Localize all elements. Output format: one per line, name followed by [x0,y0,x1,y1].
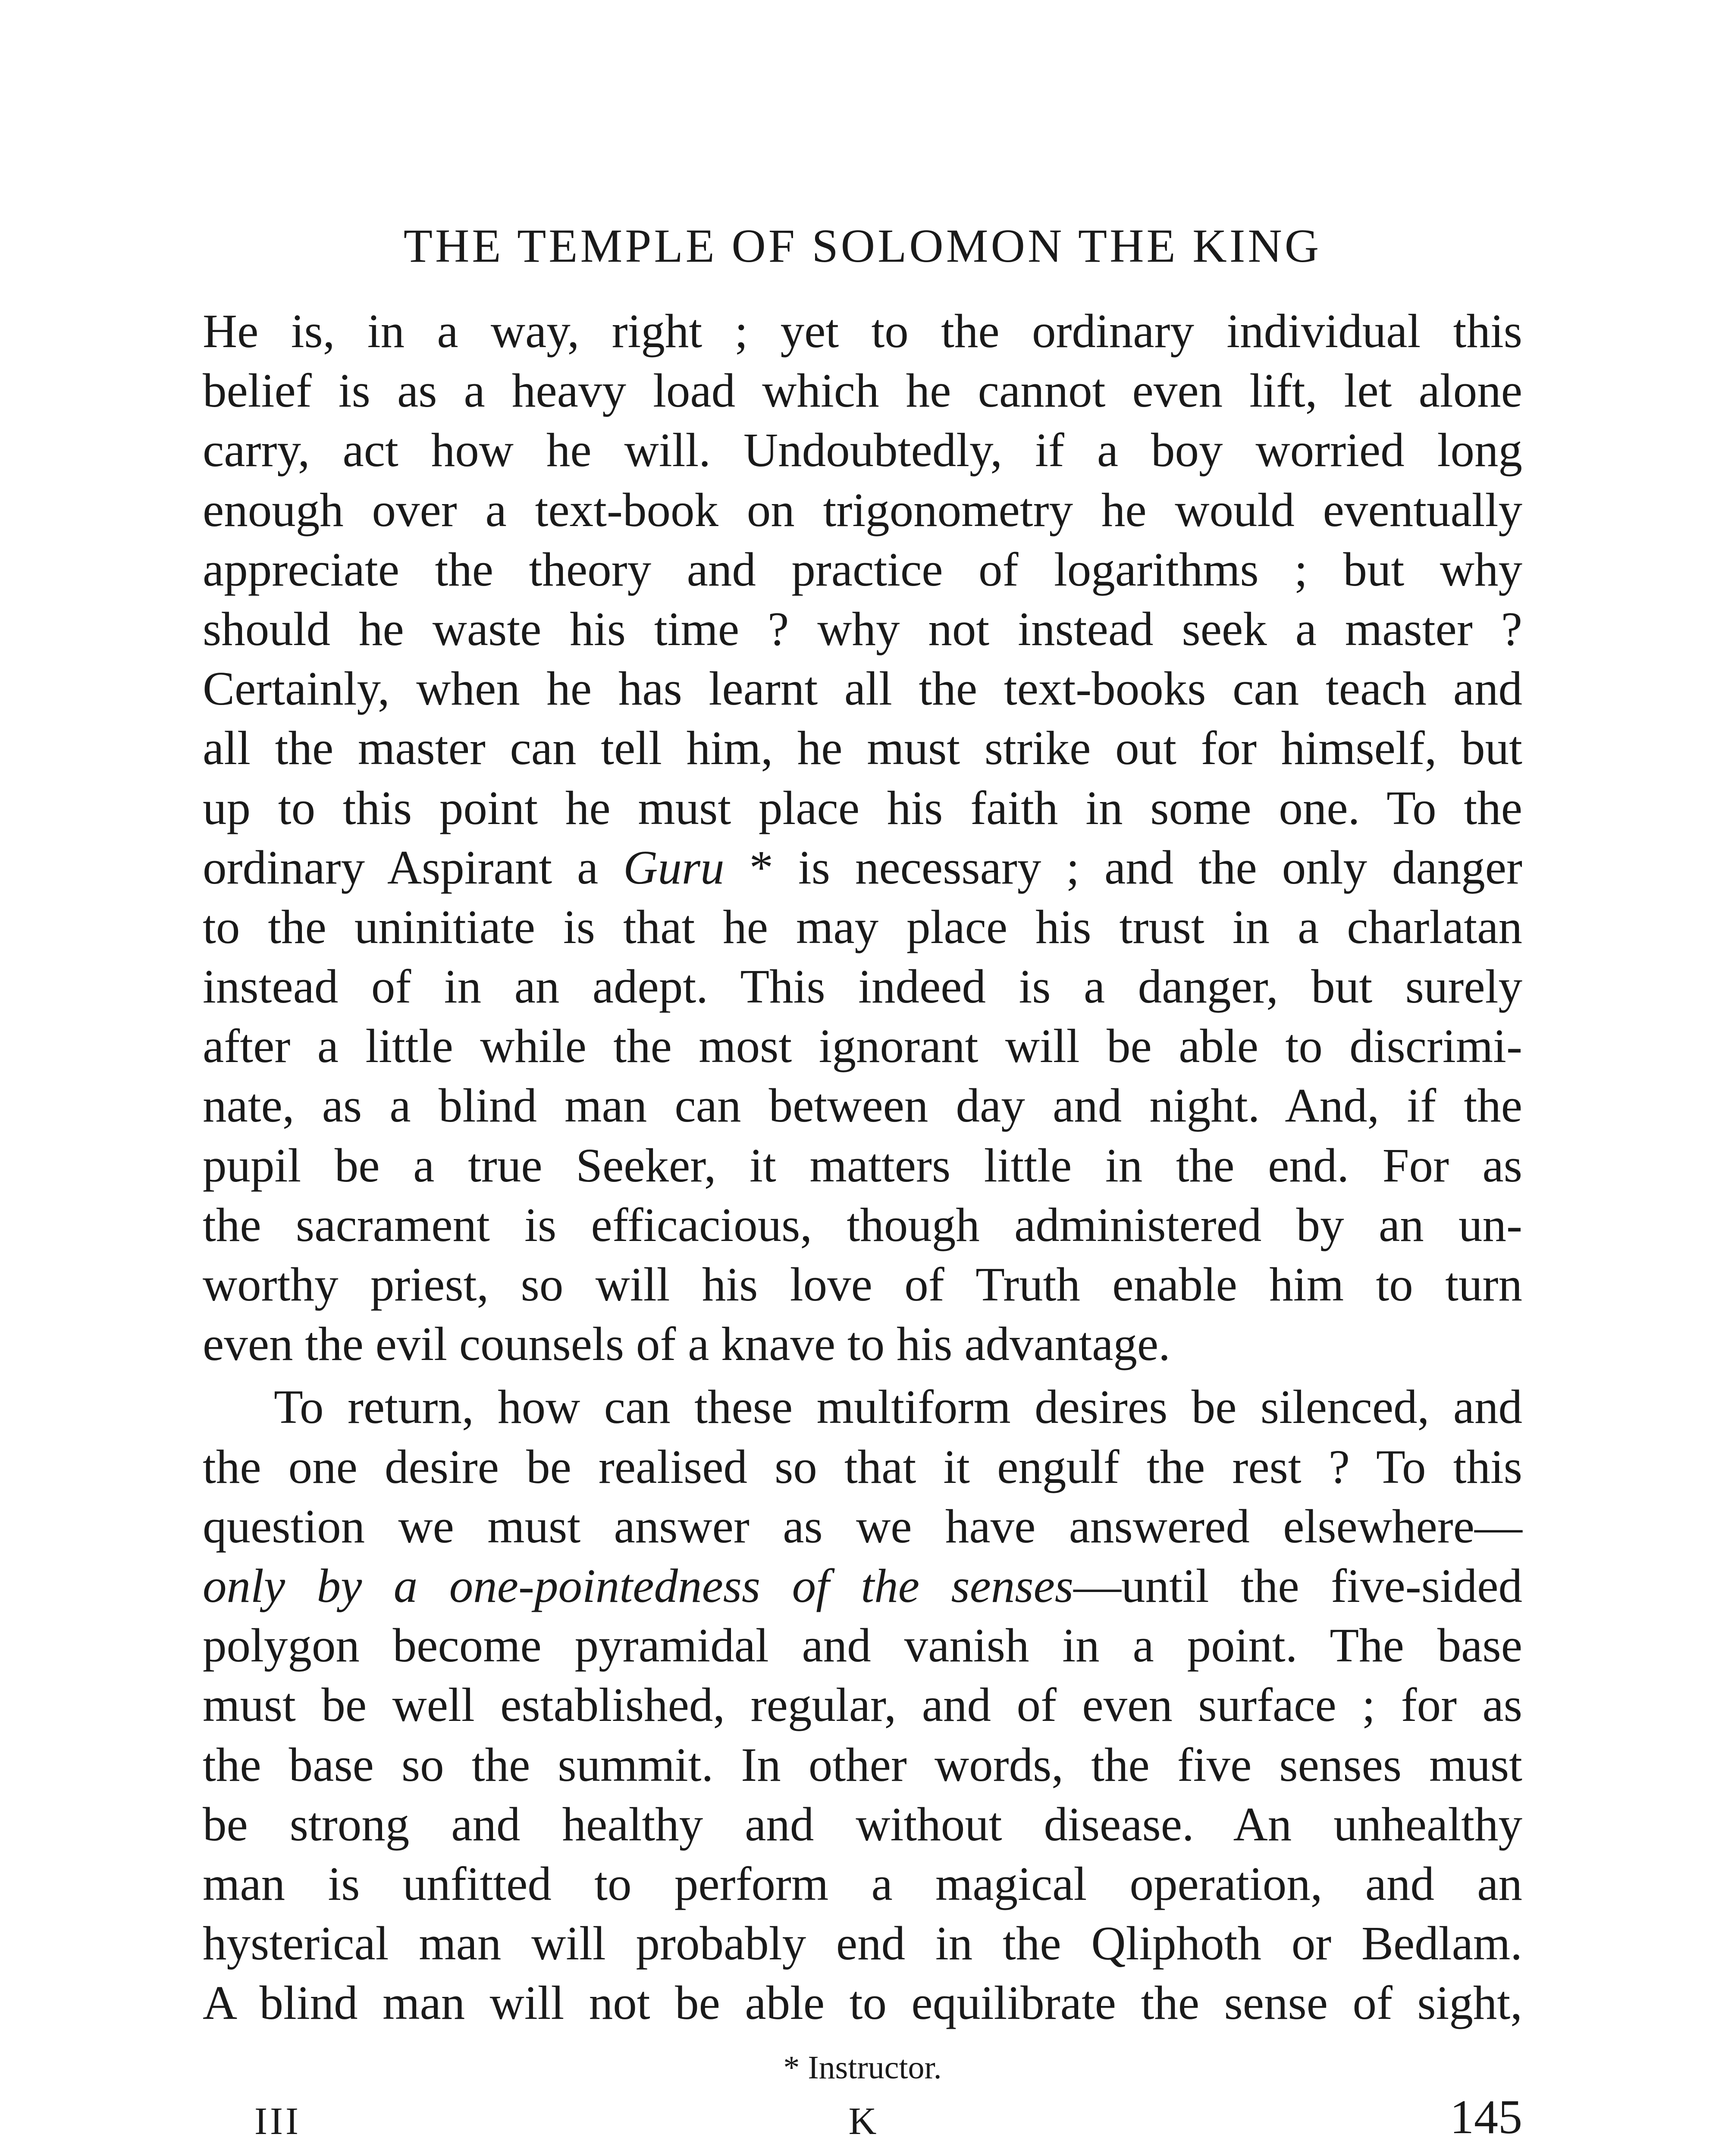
text-run: —until the five-sided [1073,1559,1522,1613]
page-number: 145 [1450,2090,1522,2144]
text-line: To return, how can these multiform desires be silenced, and [274,1381,1522,1434]
text-line: the sacrament is efficacious, though administered by an un- [203,1198,1522,1252]
text-line: man is unfitted to perform a magical operation, and an [203,1857,1522,1911]
footnote: * Instructor. [783,2049,942,2086]
italic-phrase: only by a one-pointedness of the senses [203,1559,1074,1613]
text-line: instead of in an adept. This indeed is a danger, but surely [203,960,1522,1014]
text-line: the base so the summit. In other words, the five senses must [203,1738,1522,1792]
signature-mark-left: III [254,2100,301,2143]
text-line: pupil be a true Seeker, it matters little in the end. For as [203,1139,1522,1192]
text-line: must be well established, regular, and of even surface ; for as [203,1679,1522,1732]
text-line: worthy priest, so will his love of Truth enable him to turn [203,1258,1522,1311]
running-head: THE TEMPLE OF SOLOMON THE KING [403,219,1322,272]
text-line: to the uninitiate is that he may place his trust in a charlatan [203,900,1522,954]
text-line: nate, as a blind man can between day and night. And, if the [203,1079,1522,1133]
text-line: polygon become pyramidal and vanish in a point. The base [203,1619,1522,1673]
text-line: belief is as a heavy load which he cannot even lift, let alone [203,364,1522,418]
italic-term-guru: Guru [623,841,724,894]
text-line: Certainly, when he has learnt all the text-books can teach and [203,662,1522,716]
text-line: after a little while the most ignorant will be able to discrimi- [203,1020,1522,1073]
text-line: hysterical man will probably end in the Qliphoth or Bedlam. [203,1917,1522,1971]
text-line: be strong and healthy and without disease. An unhealthy [203,1798,1522,1851]
text-line: He is, in a way, right ; yet to the ordinary individual this [203,305,1522,358]
text-line: should he waste his time ? why not instead seek a master ? [203,602,1522,656]
text-run: ordinary Aspirant a [203,841,624,894]
text-line: question we must answer as we have answered elsewhere— [203,1500,1522,1553]
text-line: A blind man will not be able to equilibrate the sense of sight, [203,1977,1522,2030]
text-line: enough over a text-book on trigonometry he would eventually [203,483,1522,537]
body-text [203,302,1522,2033]
text-line-italic-phrase [203,1557,1522,1616]
text-line: the one desire be realised so that it engulf the rest ? To this [203,1440,1522,1494]
text-line: appreciate the theory and practice of logarithms ; but why [203,543,1522,596]
text-line: up to this point he must place his faith in some one. To the [203,781,1522,835]
text-line: even the evil counsels of a knave to his advantage. [203,1318,1170,1371]
signature-mark-center: K [848,2100,877,2143]
text-run: * is necessary ; and the only danger [724,841,1522,894]
text-line: carry, act how he will. Undoubtedly, if a boy worried long [203,424,1522,477]
text-line-guru [203,838,1522,898]
text-line: all the master can tell him, he must strike out for himself, but [203,722,1522,775]
page-footer [203,2090,1522,2150]
